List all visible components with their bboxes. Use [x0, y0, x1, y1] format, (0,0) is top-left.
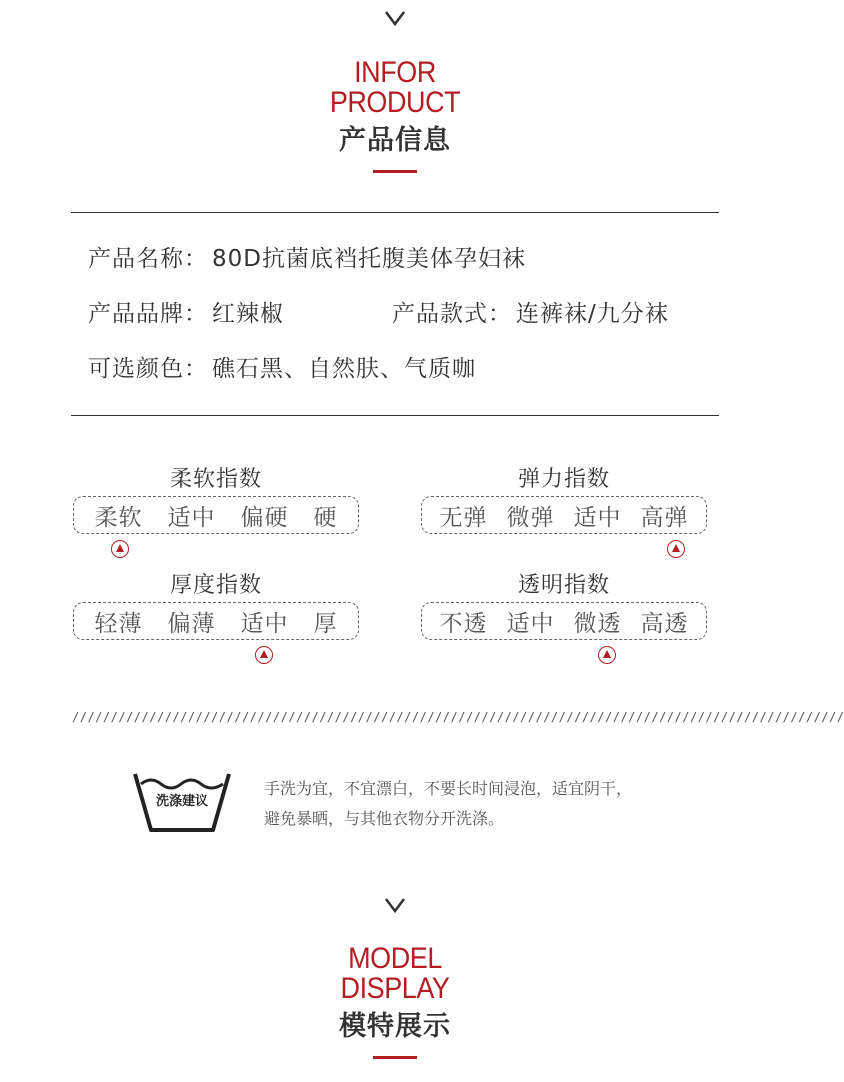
transparency-indicator-icon: [598, 646, 616, 664]
thickness-option: 适中: [240, 610, 289, 637]
softness-option: 硬: [313, 504, 338, 531]
wash-instructions: [264, 774, 704, 834]
product-brand-row: [88, 299, 284, 329]
product-brand-value: 红辣椒: [212, 301, 284, 327]
thickness-scale: [73, 602, 359, 640]
heading-en-line2: PRODUCT: [329, 86, 461, 119]
transparency-option: 微透: [573, 610, 622, 637]
product-style-label: 产品款式：: [392, 301, 512, 327]
model-display-heading: [0, 944, 790, 1059]
softness-option: 适中: [167, 504, 216, 531]
transparency-scale: [421, 602, 707, 640]
chevron-down-icon: [0, 897, 790, 917]
heading-en-line1: INFOR: [354, 56, 436, 89]
softness-indicator-icon: [111, 540, 129, 558]
heading-cn: 模特展示: [339, 1011, 451, 1042]
wash-line: 避免暴晒，与其他衣物分开洗涤。: [264, 809, 505, 828]
product-style-row: [392, 299, 669, 329]
thickness-option: 轻薄: [94, 610, 143, 637]
elasticity-option: 适中: [573, 504, 622, 531]
thickness-index-title: 厚度指数: [169, 573, 262, 598]
product-name-row: [88, 244, 526, 274]
elasticity-indicator-icon: [667, 540, 685, 558]
wash-icon-label: 洗涤建议: [155, 794, 208, 809]
thickness-option: 厚: [313, 610, 338, 637]
transparency-option: 适中: [506, 610, 555, 637]
softness-option: 柔软: [94, 504, 143, 531]
slash-divider: ////////////////////////////////////////////////////////////////////////////////////////////////////: [72, 710, 844, 724]
heading-en-line2: DISPLAY: [340, 972, 450, 1005]
thickness-indicator-icon: [255, 646, 273, 664]
transparency-option: 不透: [439, 610, 488, 637]
heading-underline: [373, 170, 417, 173]
product-brand-label: 产品品牌：: [88, 301, 208, 327]
wash-line: 手洗为宜，不宜漂白，不要长时间浸泡，适宜阴干，: [264, 779, 633, 798]
transparency-option: 高透: [640, 610, 689, 637]
elasticity-scale: [421, 496, 707, 534]
elasticity-option: 微弹: [506, 504, 555, 531]
product-name-value: 80D抗菌底裆托腹美体孕妇袜: [212, 246, 526, 272]
heading-underline: [373, 1056, 417, 1059]
elasticity-index-title: 弹力指数: [517, 467, 610, 492]
transparency-index-title: 透明指数: [517, 573, 610, 598]
elasticity-option: 高弹: [640, 504, 689, 531]
product-name-label: 产品名称：: [88, 246, 208, 272]
heading-cn: 产品信息: [339, 125, 451, 156]
heading-en-line1: MODEL: [348, 942, 442, 975]
softness-option: 偏硬: [240, 504, 289, 531]
product-color-value: 礁石黑、自然肤、气质咖: [212, 356, 476, 382]
softness-scale: [73, 496, 359, 534]
divider-bottom: [71, 415, 719, 416]
product-info-heading: [0, 58, 790, 173]
chevron-down-icon: [0, 10, 790, 30]
elasticity-option: 无弹: [439, 504, 488, 531]
thickness-option: 偏薄: [167, 610, 216, 637]
softness-index-title: 柔软指数: [169, 467, 262, 492]
product-style-value: 连裤袜/九分袜: [516, 301, 669, 327]
divider-top: [71, 212, 719, 213]
product-color-label: 可选颜色：: [88, 356, 208, 382]
product-color-row: [88, 354, 476, 384]
